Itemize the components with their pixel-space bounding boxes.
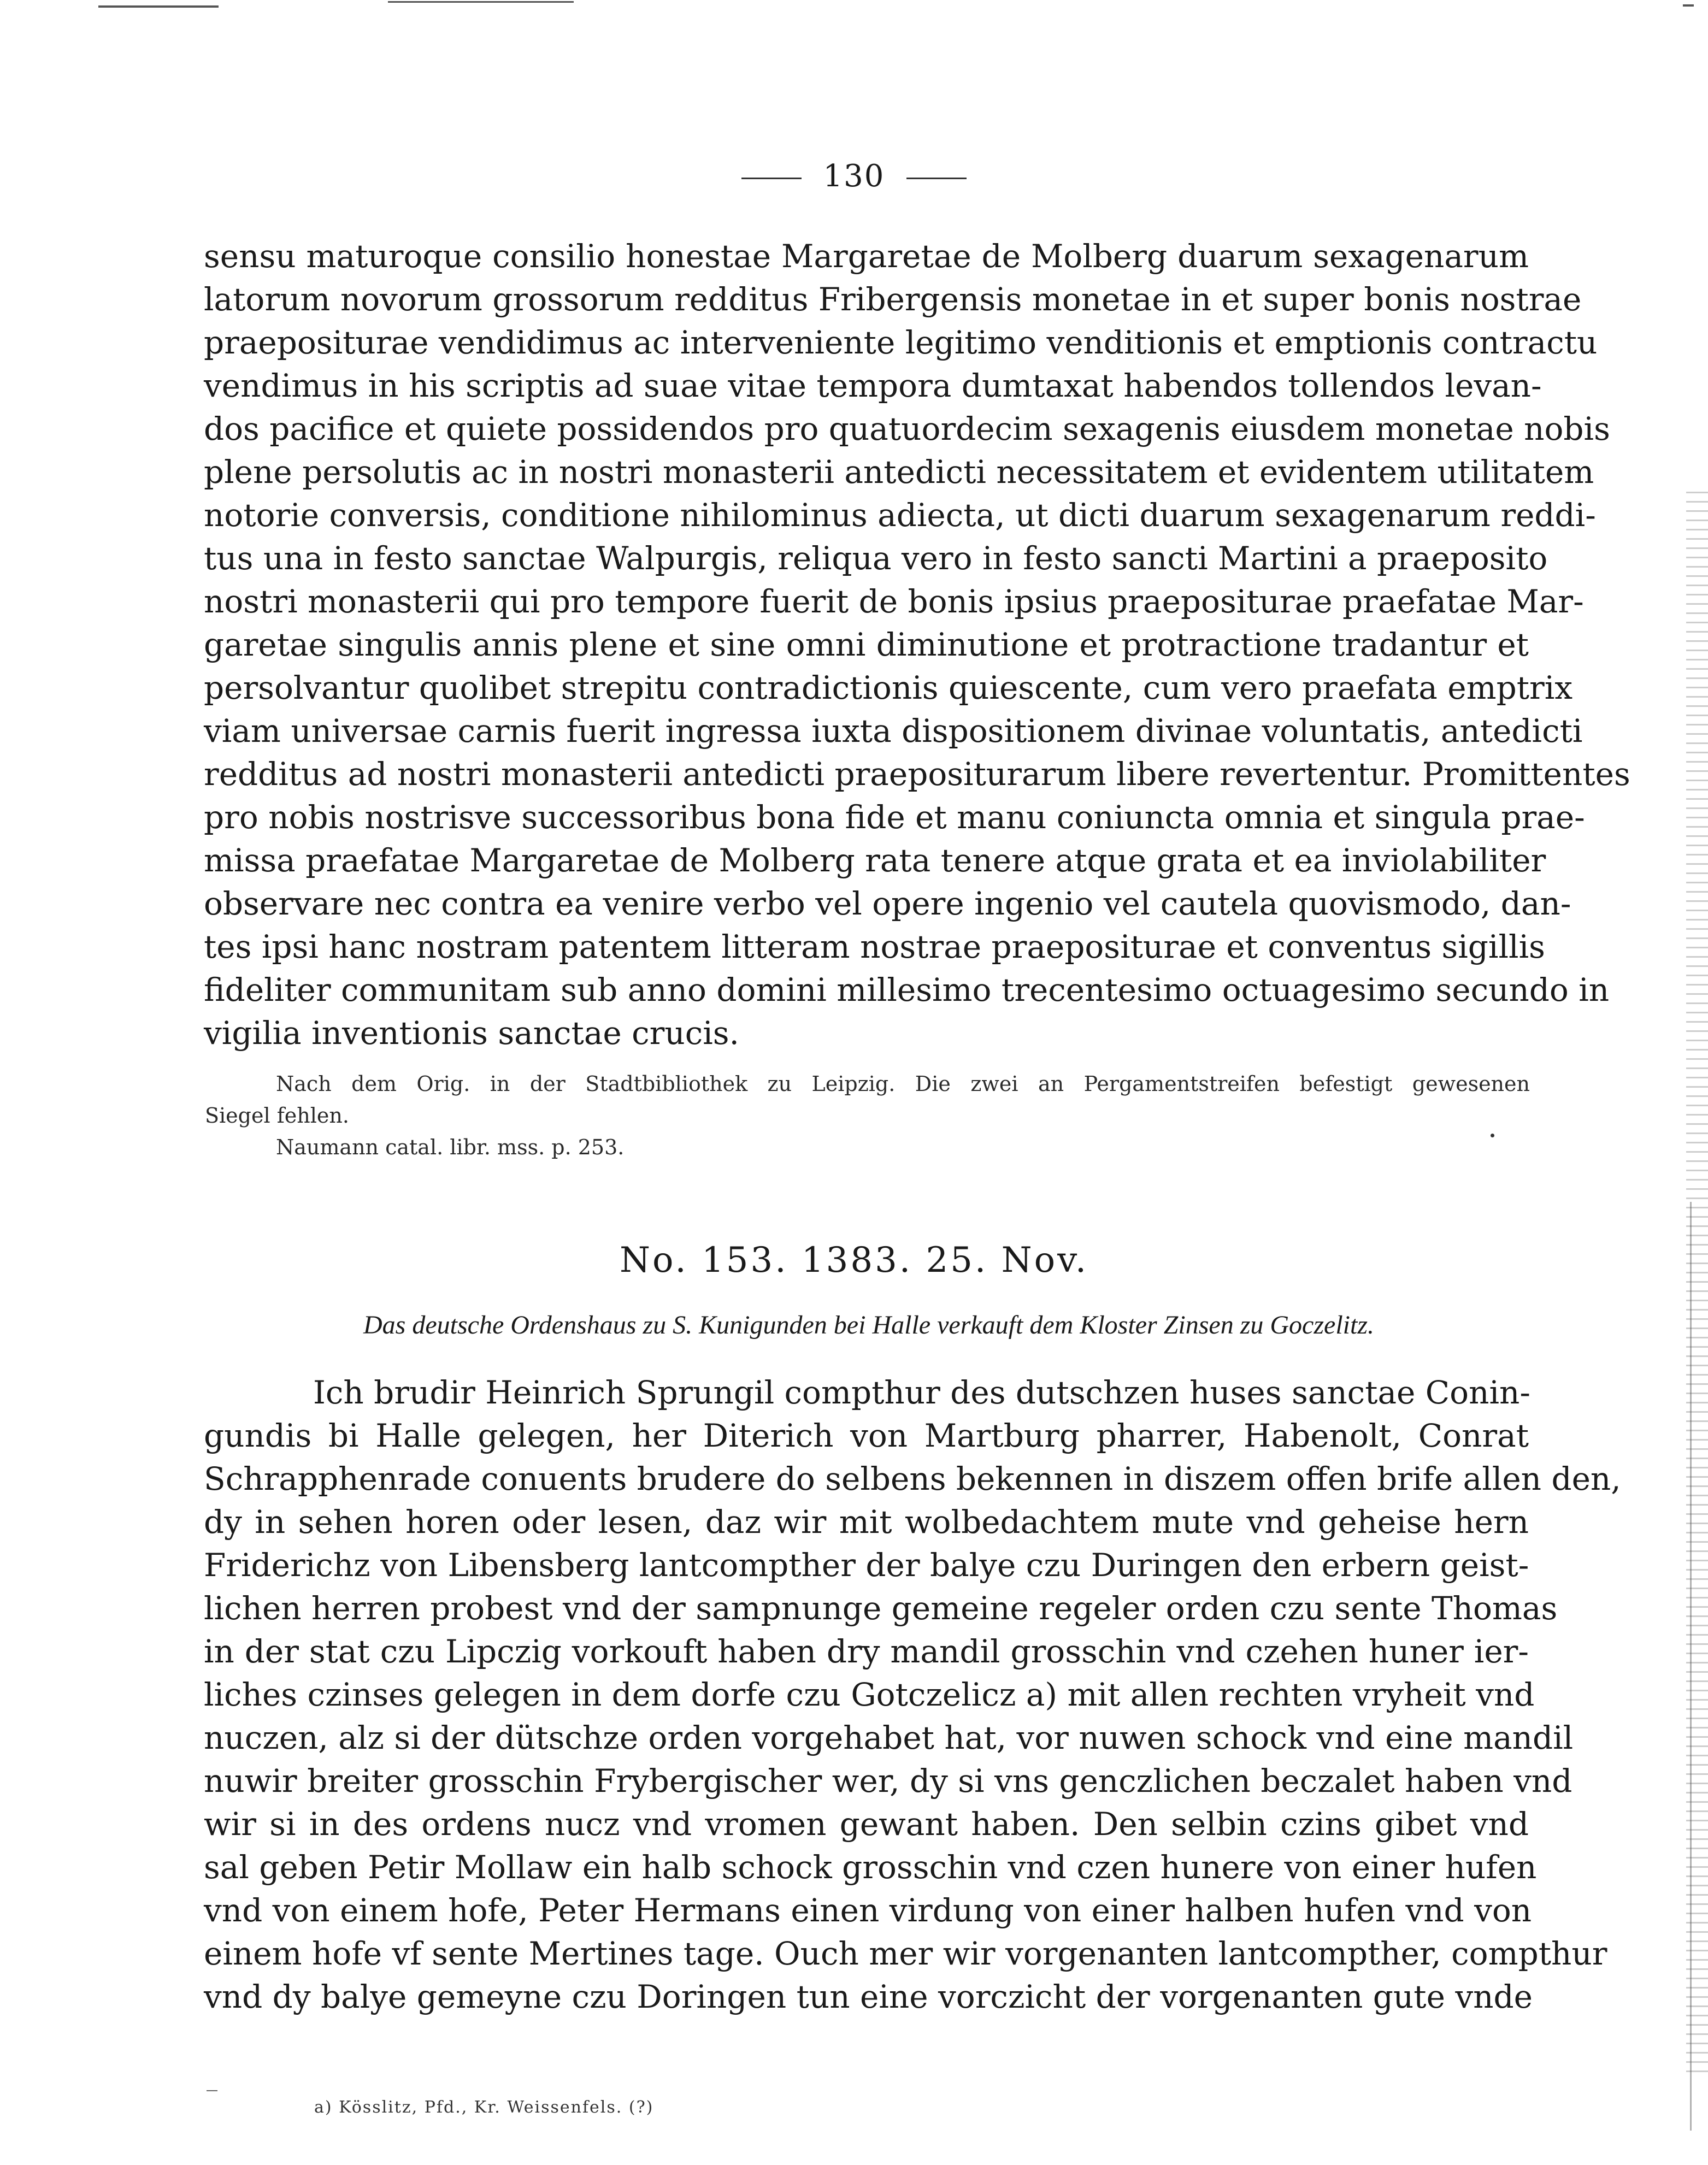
text-line: notorie conversis, conditione nihilominus adiecta, ut dicti duarum sexagenarum reddi- (204, 497, 1596, 534)
text-line: tes ipsi hanc nostram patentem litteram nostrae praepositurae et conventus sigillis (204, 928, 1545, 965)
text-line: garetae singulis annis plene et sine omni diminutione et protractione tradantur et (204, 626, 1529, 663)
charter-text-continued (204, 235, 1630, 1055)
text-line: vendimus in his scriptis ad suae vitae tempora dumtaxat habendos tollendos levan- (204, 367, 1542, 404)
text-line: Friderichz von Libensberg lantcompther der balye czu Duringen den erbern geist- (204, 1547, 1529, 1584)
text-line: lichen herren probest vnd der sampnunge gemeine regeler orden czu sente Thomas (204, 1590, 1558, 1627)
text-line: persolvantur quolibet strepitu contradictionis quiescente, cum vero praefata emptrix (204, 669, 1573, 706)
text-line: gundis bi Halle gelegen, her Diterich von Martburg pharrer, Habenolt, Conrat (204, 1417, 1529, 1454)
scan-edge-noise (1686, 492, 1708, 2076)
header-dash-left (741, 178, 802, 179)
text-line: vnd dy balye gemeyne czu Doringen tun eine vorczicht der vorgenanten gute vnde (204, 1978, 1533, 2015)
source-note-line: Naumann catal. libr. mss. p. 253. (276, 1135, 625, 1159)
scan-artifact (1683, 4, 1694, 7)
source-note-line: Siegel fehlen. (205, 1104, 349, 1128)
text-line: observare nec contra ea venire verbo vel opere ingenio vel cautela quovismodo, dan- (204, 885, 1571, 922)
text-line: einem hofe vf sente Mertines tage. Ouch mer wir vorgenanten lantcompther, compthur (204, 1935, 1607, 1972)
document-title: No. 153. 1383. 25. Nov. (619, 1240, 1089, 1281)
text-line: praepositurae vendidimus ac interveniente legitimo venditionis et emptionis contractu (204, 324, 1598, 361)
text-line: pro nobis nostrisve successoribus bona fide et manu coniuncta omnia et singula prae- (204, 799, 1585, 836)
text-line: sal geben Petir Mollaw ein halb schock grosschin vnd czen hunere von einer hufen (204, 1849, 1537, 1886)
footnote: a) Kösslitz, Pfd., Kr. Weissenfels. (?) (314, 2098, 654, 2117)
footnote-separator (207, 2090, 217, 2091)
charter-text (204, 1371, 1621, 2019)
scan-speck (1491, 1134, 1494, 1137)
header-dash-right (906, 178, 967, 179)
text-line: redditus ad nostri monasterii antedicti praepositurarum libere revertentur. Promittentes (204, 756, 1630, 793)
text-line: vigilia inventionis sanctae crucis. (204, 1014, 739, 1052)
source-note-line: Nach dem Orig. in der Stadtbibliothek zu Leipzig. Die zwei an Pergamentstreifen befestigt gewesenen (276, 1072, 1530, 1096)
text-line: missa praefatae Margaretae de Molberg rata tenere atque grata et ea inviolabiliter (204, 842, 1546, 879)
text-line: latorum novorum grossorum redditus Fribergensis monetae in et super bonis nostrae (204, 281, 1582, 318)
scan-artifact (388, 1, 574, 3)
text-line: vnd von einem hofe, Peter Hermans einen virdung von einer halben hufen vnd von (204, 1892, 1532, 1929)
text-line: wir si in des ordens nucz vnd vromen gewant haben. Den selbin czins gibet vnd (204, 1806, 1529, 1843)
text-line: Ich brudir Heinrich Sprungil compthur des dutschzen huses sanctae Conin- (313, 1374, 1530, 1411)
text-line: in der stat czu Lipczig vorkouft haben dry mandil grosschin vnd czehen huner ier- (204, 1633, 1529, 1670)
page-header (0, 158, 1708, 194)
text-line: Schrapphenrade conuents brudere do selbens bekennen in diszem offen brife allen den, (204, 1460, 1621, 1497)
page-number: 130 (823, 158, 885, 194)
text-line: plene persolutis ac in nostri monasterii antedicti necessitatem et evidentem utilitatem (204, 453, 1594, 491)
text-line: viam universae carnis fuerit ingressa iuxta dispositionem divinae voluntatis, antedicti (204, 712, 1583, 750)
text-line: nostri monasterii qui pro tempore fuerit de bonis ipsius praepositurae praefatae Mar- (204, 583, 1584, 620)
text-line: nuwir breiter grosschin Frybergischer wer, dy si vns genczlichen beczalet haben vnd (204, 1762, 1572, 1800)
text-line: tus una in festo sanctae Walpurgis, reliqua vero in festo sancti Martini a praeposito (204, 540, 1548, 577)
text-line: sensu maturoque consilio honestae Margaretae de Molberg duarum sexagenarum (204, 238, 1529, 275)
text-line: dy in sehen horen oder lesen, daz wir mit wolbedachtem mute vnd geheise hern (204, 1503, 1529, 1541)
text-line: nuczen, alz si der dütschze orden vorgehabet hat, vor nuwen schock vnd eine mandil (204, 1719, 1574, 1756)
scan-artifact (98, 5, 219, 8)
document-subtitle: Das deutsche Ordenshaus zu S. Kunigunden bei Halle verkauft dem Kloster Zinsen zu Goczelitz. (363, 1311, 1375, 1340)
text-line: liches czinses gelegen in dem dorfe czu Gotczelicz a) mit allen rechten vryheit vnd (204, 1676, 1535, 1713)
text-line: fideliter communitam sub anno domini millesimo trecentesimo octuagesimo secundo in (204, 971, 1610, 1008)
source-notes (205, 1068, 1530, 1163)
text-line: dos pacifice et quiete possidendos pro quatuordecim sexagenis eiusdem monetae nobis (204, 410, 1610, 447)
scan-edge-line (1690, 1202, 1692, 2131)
